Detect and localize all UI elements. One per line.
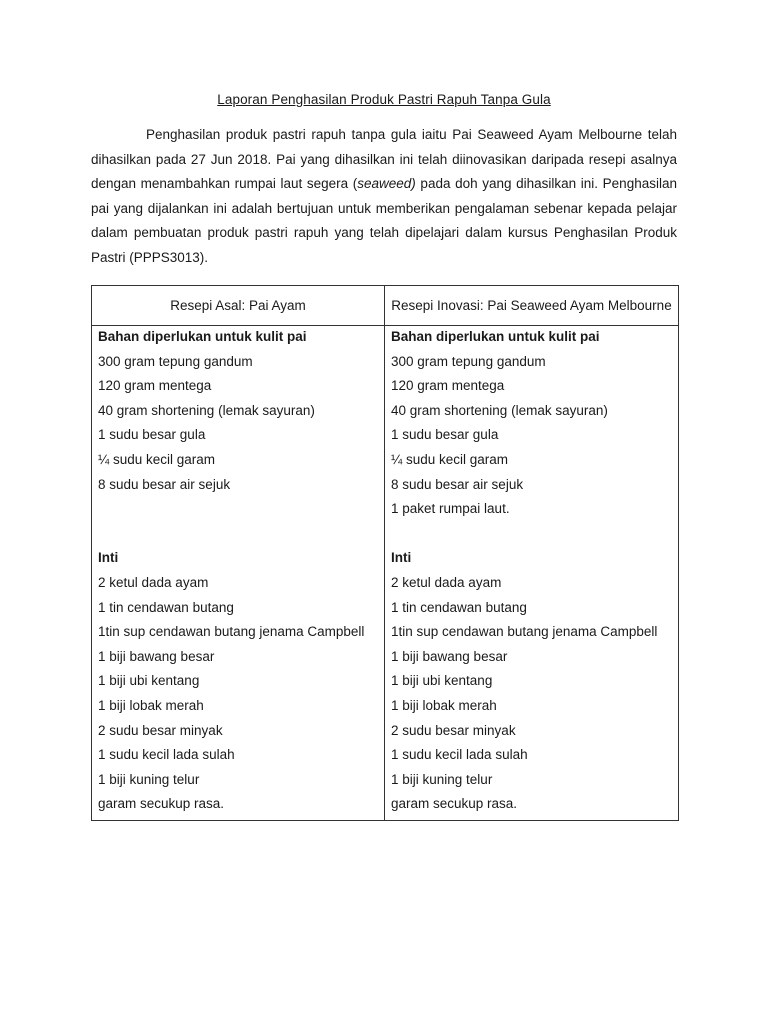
innovation-filling-item: garam secukup rasa. xyxy=(391,796,518,812)
intro-text-part1: Penghasilan produk pastri rapuh tanpa gula iaitu Pai Seaweed Ayam Melbourne telah dihasilkan pada 27 Jun 2018. Pai yang dihasilkan ini telah diinovasikan daripada resepi asalnya dengan menambahkan rumpai laut segera ( xyxy=(91,127,677,192)
blank-line xyxy=(98,523,378,548)
innovation-crust-item: 1 paket rumpai laut. xyxy=(391,501,510,517)
original-crust-item: 8 sudu besar air sejuk xyxy=(98,476,231,492)
table-body-row xyxy=(92,326,679,821)
blank-line xyxy=(391,523,672,548)
innovation-filling-item: 2 ketul dada ayam xyxy=(391,574,502,590)
original-filling-item: 1 biji lobak merah xyxy=(98,697,204,713)
original-filling-item: garam secukup rasa. xyxy=(98,796,225,812)
original-filling-item: 2 ketul dada ayam xyxy=(98,574,209,590)
innovation-crust-item: 40 gram shortening (lemak sayuran) xyxy=(391,402,608,418)
innovation-filling-heading: Inti xyxy=(391,550,412,566)
original-filling-item: 1 biji bawang besar xyxy=(98,648,215,664)
header-original-recipe: Resepi Asal: Pai Ayam xyxy=(92,286,385,326)
original-crust-heading: Bahan diperlukan untuk kulit pai xyxy=(98,329,307,344)
intro-text-part2: pada doh yang dihasilkan ini. Penghasilan pai yang dijalankan ini adalah bertujuan untuk memberikan pengalaman sebenar kepada pelajar dalam pembuatan produk pastri rapuh yang telah dipelajari dalam kursus Penghasilan Produk Pastri (PPPS3013). xyxy=(91,176,677,265)
innovation-filling-item: 1 biji bawang besar xyxy=(391,648,508,664)
recipe-comparison-table xyxy=(91,285,679,821)
header-innovation-recipe: Resepi Inovasi: Pai Seaweed Ayam Melbourne xyxy=(385,286,679,326)
original-crust-item: ¼ sudu kecil garam xyxy=(98,451,216,467)
innovation-crust-item: 8 sudu besar air sejuk xyxy=(391,476,524,492)
innovation-recipe-cell xyxy=(385,326,679,821)
original-crust-item: 300 gram tepung gandum xyxy=(98,353,253,369)
original-filling-item: 1 biji ubi kentang xyxy=(98,673,200,689)
original-recipe-cell xyxy=(92,326,385,821)
innovation-crust-item: 300 gram tepung gandum xyxy=(391,353,546,369)
innovation-filling-item: 1 biji kuning telur xyxy=(391,771,493,787)
document-title: Laporan Penghasilan Produk Pastri Rapuh Tanpa Gula xyxy=(217,92,551,107)
original-filling-item: 1 biji kuning telur xyxy=(98,771,200,787)
intro-emphasis: seaweed) xyxy=(357,176,416,192)
original-crust-item: 40 gram shortening (lemak sayuran) xyxy=(98,402,315,418)
original-filling-heading: Inti xyxy=(98,550,119,566)
innovation-filling-item: 1tin sup cendawan butang jenama Campbell xyxy=(391,624,658,640)
original-crust-item: 120 gram mentega xyxy=(98,378,212,394)
innovation-crust-heading: Bahan diperlukan untuk kulit pai xyxy=(391,329,600,344)
intro-paragraph xyxy=(91,123,677,271)
original-filling-item: 1 tin cendawan butang xyxy=(98,599,234,615)
innovation-crust-item: ¼ sudu kecil garam xyxy=(391,451,509,467)
innovation-filling-item: 1 sudu kecil lada sulah xyxy=(391,747,528,763)
innovation-filling-item: 1 biji ubi kentang xyxy=(391,673,493,689)
original-filling-item: 2 sudu besar minyak xyxy=(98,722,223,738)
innovation-filling-item: 2 sudu besar minyak xyxy=(391,722,516,738)
innovation-crust-item: 1 sudu besar gula xyxy=(391,427,499,443)
original-crust-item: 1 sudu besar gula xyxy=(98,427,206,443)
innovation-filling-item: 1 biji lobak merah xyxy=(391,697,497,713)
table-header-row xyxy=(92,286,679,326)
original-filling-item: 1 sudu kecil lada sulah xyxy=(98,747,235,763)
blank-line xyxy=(98,498,378,523)
innovation-crust-item: 120 gram mentega xyxy=(391,378,505,394)
innovation-filling-item: 1 tin cendawan butang xyxy=(391,599,527,615)
original-filling-item: 1tin sup cendawan butang jenama Campbell xyxy=(98,624,365,640)
